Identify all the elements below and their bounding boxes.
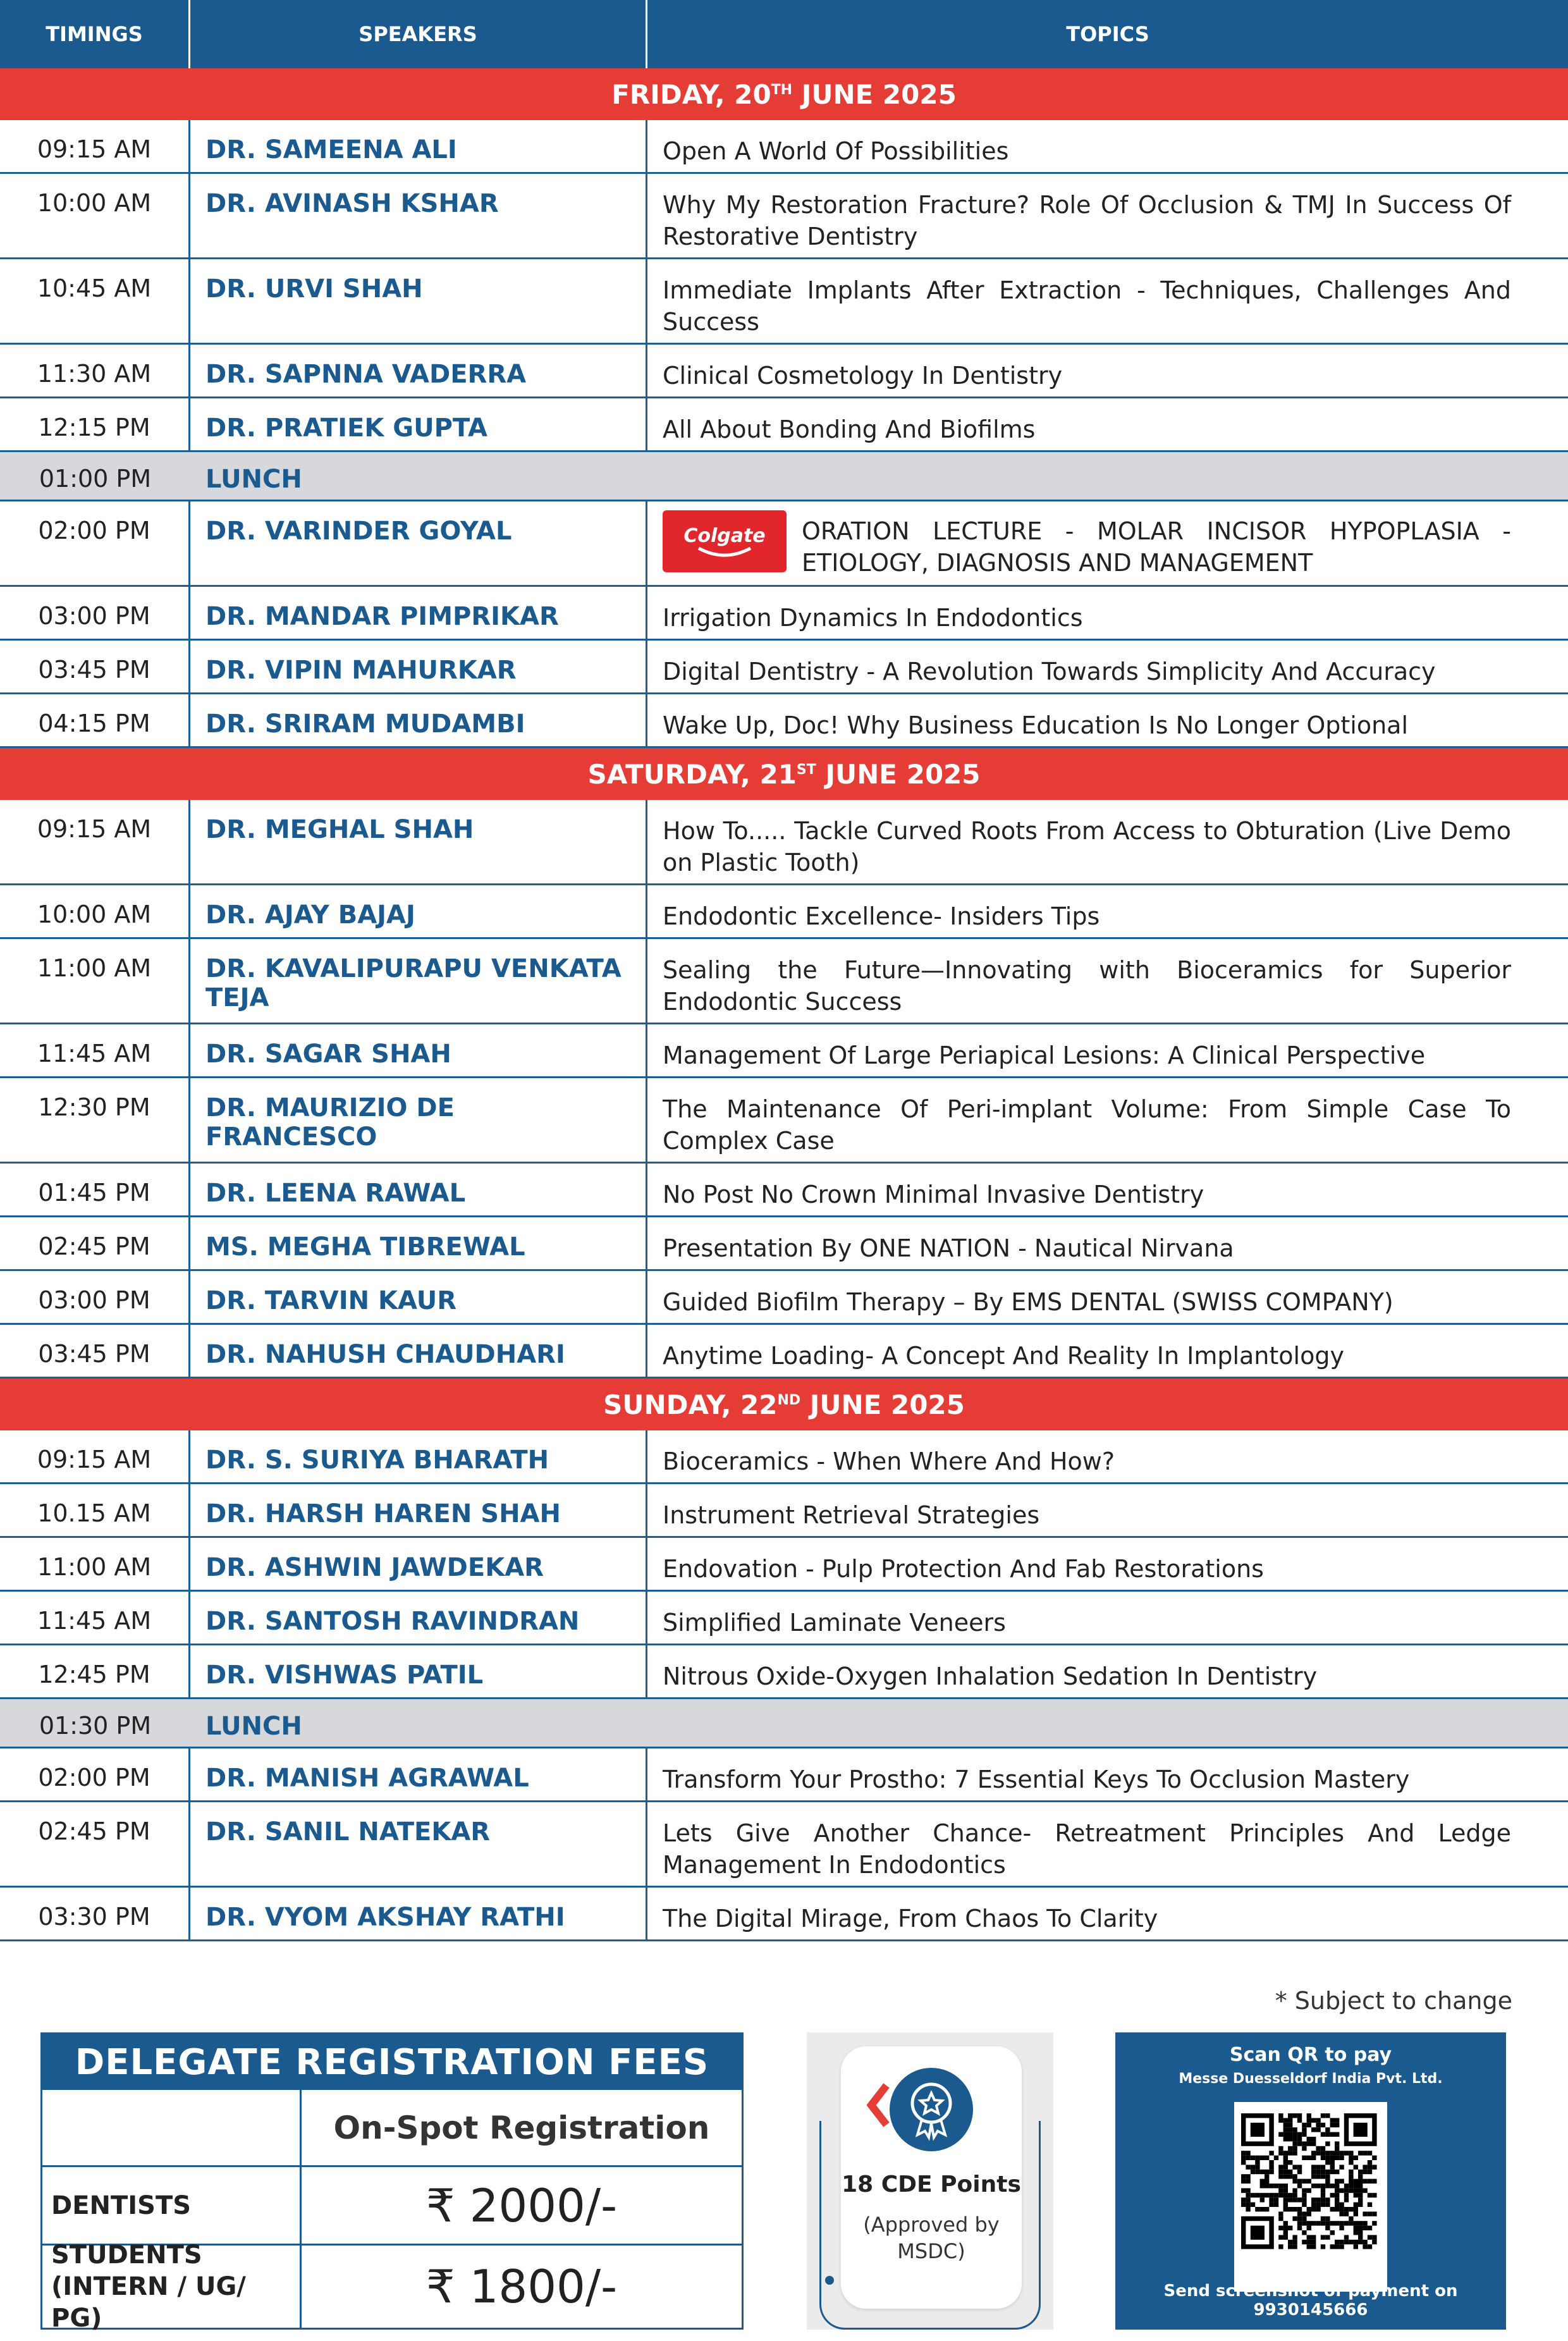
row-time: 11:00 AM xyxy=(0,939,190,1023)
day-label xyxy=(603,1389,965,1420)
row-time: 11:45 AM xyxy=(0,1592,190,1644)
row-speaker: DR. SANIL NATEKAR xyxy=(190,1802,647,1886)
schedule-row xyxy=(0,501,1568,587)
schedule-row xyxy=(0,1271,1568,1325)
row-time: 11:30 AM xyxy=(0,345,190,396)
schedule-row xyxy=(0,1164,1568,1217)
row-topic: Open A World Of Possibilities xyxy=(663,137,1009,165)
row-speaker: DR. SRIRAM MUDAMBI xyxy=(190,694,647,746)
schedule-row xyxy=(0,398,1568,452)
row-time: 03:45 PM xyxy=(0,1325,190,1377)
schedule-row xyxy=(0,1430,1568,1484)
row-time: 03:00 PM xyxy=(0,1271,190,1323)
day-label xyxy=(611,79,957,110)
row-topic-cell xyxy=(647,259,1568,343)
day-label-suffix: ST xyxy=(796,761,816,778)
row-topic-cell xyxy=(647,1538,1568,1590)
day-label-date: SUNDAY, 22 xyxy=(603,1389,778,1420)
row-time: 01:30 PM xyxy=(39,1712,152,1740)
row-topic-cell xyxy=(647,800,1568,883)
header-timings: TIMINGS xyxy=(0,0,190,68)
row-time: 10.15 AM xyxy=(0,1484,190,1536)
row-time: 04:15 PM xyxy=(0,694,190,746)
qr-title: Scan QR to pay xyxy=(1229,2044,1392,2066)
row-time: 12:15 PM xyxy=(0,398,190,450)
schedule-row xyxy=(0,1748,1568,1802)
row-topic-cell xyxy=(647,501,1568,585)
row-topic-cell xyxy=(647,120,1568,172)
row-speaker: DR. URVI SHAH xyxy=(190,259,647,343)
row-time: 03:00 PM xyxy=(0,587,190,639)
schedule-row xyxy=(0,1325,1568,1379)
schedule-row xyxy=(0,1484,1568,1538)
row-topic: Digital Dentistry - A Revolution Towards Simplicity And Accuracy xyxy=(663,658,1436,685)
row-speaker: DR. PRATIEK GUPTA xyxy=(190,398,647,450)
registration-fees-table xyxy=(40,2032,744,2333)
day-label-date: SATURDAY, 21 xyxy=(587,758,797,790)
row-time: 02:00 PM xyxy=(0,501,190,585)
row-time: 01:00 PM xyxy=(39,465,152,493)
day-label-date: FRIDAY, 20 xyxy=(611,78,771,110)
schedule-rows xyxy=(0,68,1568,1941)
row-topic: Anytime Loading- A Concept And Reality In Implantology xyxy=(663,1342,1344,1370)
row-speaker: DR. LEENA RAWAL xyxy=(190,1164,647,1215)
row-topic: Guided Biofilm Therapy – By EMS DENTAL (SWISS COMPANY) xyxy=(663,1288,1393,1316)
lunch-row xyxy=(0,1699,1568,1748)
row-time: 02:45 PM xyxy=(0,1802,190,1886)
row-topic: All About Bonding And Biofilms xyxy=(663,415,1036,443)
schedule-row xyxy=(0,641,1568,694)
row-topic-cell xyxy=(647,939,1568,1023)
fees-label: DENTISTS xyxy=(42,2167,302,2244)
fees-row-dentists xyxy=(42,2167,742,2246)
row-time: 02:00 PM xyxy=(0,1748,190,1800)
row-time: 03:30 PM xyxy=(0,1888,190,1939)
row-topic: Endodontic Excellence- Insiders Tips xyxy=(663,902,1100,930)
day-banner xyxy=(0,1379,1568,1430)
row-topic: Transform Your Prostho: 7 Essential Keys To Occlusion Mastery xyxy=(663,1766,1410,1793)
qr-code[interactable] xyxy=(1234,2102,1387,2292)
colgate-logo xyxy=(663,510,787,572)
row-speaker: DR. AJAY BAJAJ xyxy=(190,885,647,937)
row-topic: Irrigation Dynamics In Endodontics xyxy=(663,604,1083,632)
row-speaker: DR. SAGAR SHAH xyxy=(190,1024,647,1076)
cde-approved: (Approved by MSDC) xyxy=(863,2213,1000,2263)
row-topic-cell xyxy=(647,1430,1568,1482)
row-topic-cell xyxy=(647,1325,1568,1377)
day-label-month: JUNE 2025 xyxy=(816,758,981,790)
lunch-label: LUNCH xyxy=(205,1712,302,1741)
fees-title: DELEGATE REGISTRATION FEES xyxy=(42,2034,742,2090)
row-time: 10:00 AM xyxy=(0,174,190,257)
row-topic: Endovation - Pulp Protection And Fab Restorations xyxy=(663,1555,1264,1583)
schedule-row xyxy=(0,1802,1568,1888)
row-speaker: DR. NAHUSH CHAUDHARI xyxy=(190,1325,647,1377)
row-time: 10:45 AM xyxy=(0,259,190,343)
row-topic-cell xyxy=(647,1699,1568,1747)
row-topic-cell xyxy=(647,1592,1568,1644)
fees-value: ₹ 1800/- xyxy=(426,2260,618,2313)
row-speaker: DR. MANDAR PIMPRIKAR xyxy=(190,587,647,639)
schedule-row xyxy=(0,885,1568,939)
row-topic-cell xyxy=(647,1164,1568,1215)
row-time: 09:15 AM xyxy=(0,120,190,172)
row-time: 09:15 AM xyxy=(0,800,190,883)
row-topic-cell xyxy=(647,452,1568,500)
schedule-row xyxy=(0,587,1568,641)
row-time: 11:00 AM xyxy=(0,1538,190,1590)
fees-label: STUDENTS (INTERN / UG/ PG) xyxy=(42,2246,302,2328)
schedule-row xyxy=(0,1078,1568,1164)
row-speaker: DR. ASHWIN JAWDEKAR xyxy=(190,1538,647,1590)
schedule-row xyxy=(0,1217,1568,1271)
fees-row-students xyxy=(42,2240,742,2333)
row-topic: Wake Up, Doc! Why Business Education Is No Longer Optional xyxy=(663,711,1409,739)
table-header xyxy=(0,0,1568,68)
row-topic: Nitrous Oxide-Oxygen Inhalation Sedation In Dentistry xyxy=(663,1662,1318,1690)
header-speakers: SPEAKERS xyxy=(190,0,647,68)
schedule-row xyxy=(0,694,1568,748)
row-topic: Why My Restoration Fracture? Role Of Occlusion & TMJ In Success Of Restorative Dentistry xyxy=(663,191,1511,250)
row-topic: Sealing the Future—Innovating with Bioceramics for Superior Endodontic Success xyxy=(663,956,1511,1016)
dot-icon xyxy=(824,2275,835,2285)
row-time: 02:45 PM xyxy=(0,1217,190,1269)
award-badge-icon xyxy=(887,2065,976,2154)
row-topic: Immediate Implants After Extraction - Techniques, Challenges And Success xyxy=(663,276,1511,336)
row-speaker: DR. KAVALIPURAPU VENKATA TEJA xyxy=(190,939,647,1023)
schedule-row xyxy=(0,1024,1568,1078)
schedule-row xyxy=(0,1888,1568,1941)
chevron-left-icon xyxy=(865,2083,890,2127)
fees-column-header: On-Spot Registration xyxy=(333,2109,710,2146)
row-speaker: DR. VIPIN MAHURKAR xyxy=(190,641,647,692)
row-topic-cell xyxy=(647,345,1568,396)
qr-code-icon xyxy=(1234,2102,1387,2292)
row-topic: Bioceramics - When Where And How? xyxy=(663,1447,1115,1475)
row-topic-cell xyxy=(647,587,1568,639)
row-topic: Presentation By ONE NATION - Nautical Nirvana xyxy=(663,1234,1234,1262)
smile-swoosh-icon xyxy=(696,546,753,558)
row-topic-cell xyxy=(647,1024,1568,1076)
row-topic: The Maintenance Of Peri-implant Volume: From Simple Case To Complex Case xyxy=(663,1095,1511,1155)
row-topic-cell xyxy=(647,885,1568,937)
cde-text xyxy=(841,2172,1022,2264)
day-banner xyxy=(0,68,1568,120)
row-topic-cell xyxy=(647,1217,1568,1269)
colgate-logo-text: Colgate xyxy=(683,524,766,547)
day-label-suffix: TH xyxy=(771,82,793,98)
schedule-row xyxy=(0,259,1568,345)
day-banner xyxy=(0,748,1568,800)
row-topic-cell xyxy=(647,641,1568,692)
row-topic: Instrument Retrieval Strategies xyxy=(663,1501,1040,1529)
row-topic-cell xyxy=(647,694,1568,746)
row-time: 12:30 PM xyxy=(0,1078,190,1162)
qr-footer: Send screenshot of payment on 9930145666 xyxy=(1163,2282,1458,2319)
row-topic: Management Of Large Periapical Lesions: A Clinical Perspective xyxy=(663,1041,1426,1069)
row-time: 03:45 PM xyxy=(0,641,190,692)
row-speaker: DR. S. SURIYA BHARATH xyxy=(190,1430,647,1482)
cde-points: 18 CDE Points xyxy=(842,2172,1021,2197)
row-topic: Simplified Laminate Veneers xyxy=(663,1609,1006,1637)
fees-corner xyxy=(42,2090,302,2165)
lunch-row xyxy=(0,452,1568,501)
schedule-row xyxy=(0,345,1568,398)
row-speaker: DR. MAURIZIO DE FRANCESCO xyxy=(190,1078,647,1162)
row-topic: ORATION LECTURE - MOLAR INCISOR HYPOPLASIA - ETIOLOGY, DIAGNOSIS AND MANAGEMENT xyxy=(802,517,1511,577)
row-topic: No Post No Crown Minimal Invasive Dentistry xyxy=(663,1181,1204,1208)
row-speaker: DR. AVINASH KSHAR xyxy=(190,174,647,257)
row-speaker: DR. VARINDER GOYAL xyxy=(190,501,647,585)
lunch-label: LUNCH xyxy=(205,465,302,494)
row-speaker: DR. TARVIN KAUR xyxy=(190,1271,647,1323)
row-topic: The Digital Mirage, From Chaos To Clarity xyxy=(663,1905,1158,1932)
row-time: 01:45 PM xyxy=(0,1164,190,1215)
row-speaker: DR. MANISH AGRAWAL xyxy=(190,1748,647,1800)
row-topic-cell xyxy=(647,398,1568,450)
row-speaker: DR. VISHWAS PATIL xyxy=(190,1645,647,1697)
row-speaker: MS. MEGHA TIBREWAL xyxy=(190,1217,647,1269)
schedule-row xyxy=(0,174,1568,259)
row-topic-cell xyxy=(647,1078,1568,1162)
row-speaker: DR. SANTOSH RAVINDRAN xyxy=(190,1592,647,1644)
qr-payment-panel xyxy=(1115,2032,1506,2330)
day-label-month: JUNE 2025 xyxy=(792,78,957,110)
row-topic: How To..... Tackle Curved Roots From Access to Obturation (Live Demo on Plastic Tooth) xyxy=(663,817,1511,876)
schedule-row xyxy=(0,120,1568,174)
schedule-row xyxy=(0,939,1568,1024)
qr-company: Messe Duesseldorf India Pvt. Ltd. xyxy=(1179,2071,1443,2087)
row-topic: Clinical Cosmetology In Dentistry xyxy=(663,362,1063,390)
row-topic-cell xyxy=(647,1484,1568,1536)
row-speaker: DR. HARSH HAREN SHAH xyxy=(190,1484,647,1536)
row-time: 12:45 PM xyxy=(0,1645,190,1697)
row-topic-cell xyxy=(647,1271,1568,1323)
day-label-suffix: ND xyxy=(777,1392,801,1408)
fees-header-row xyxy=(42,2090,742,2167)
schedule-row xyxy=(0,800,1568,885)
subject-to-change-note: * Subject to change xyxy=(1275,1987,1512,2015)
row-speaker: DR. SAPNNA VADERRA xyxy=(190,345,647,396)
row-time: 09:15 AM xyxy=(0,1430,190,1482)
row-time: 11:45 AM xyxy=(0,1024,190,1076)
row-topic-cell xyxy=(647,174,1568,257)
schedule-row xyxy=(0,1592,1568,1645)
schedule-row xyxy=(0,1538,1568,1592)
day-label-month: JUNE 2025 xyxy=(800,1389,965,1420)
fees-value: ₹ 2000/- xyxy=(426,2178,618,2232)
row-speaker: DR. VYOM AKSHAY RATHI xyxy=(190,1888,647,1939)
row-time: 10:00 AM xyxy=(0,885,190,937)
cde-points-card xyxy=(807,2032,1053,2330)
row-topic: Lets Give Another Chance- Retreatment Principles And Ledge Management In Endodontics xyxy=(663,1819,1511,1879)
row-speaker: DR. MEGHAL SHAH xyxy=(190,800,647,883)
row-topic-cell xyxy=(647,1748,1568,1800)
row-topic-cell xyxy=(647,1888,1568,1939)
row-topic-cell xyxy=(647,1802,1568,1886)
row-speaker: DR. SAMEENA ALI xyxy=(190,120,647,172)
day-label xyxy=(588,759,981,790)
schedule-row xyxy=(0,1645,1568,1699)
header-topics: TOPICS xyxy=(1066,22,1149,46)
row-topic-cell xyxy=(647,1645,1568,1697)
